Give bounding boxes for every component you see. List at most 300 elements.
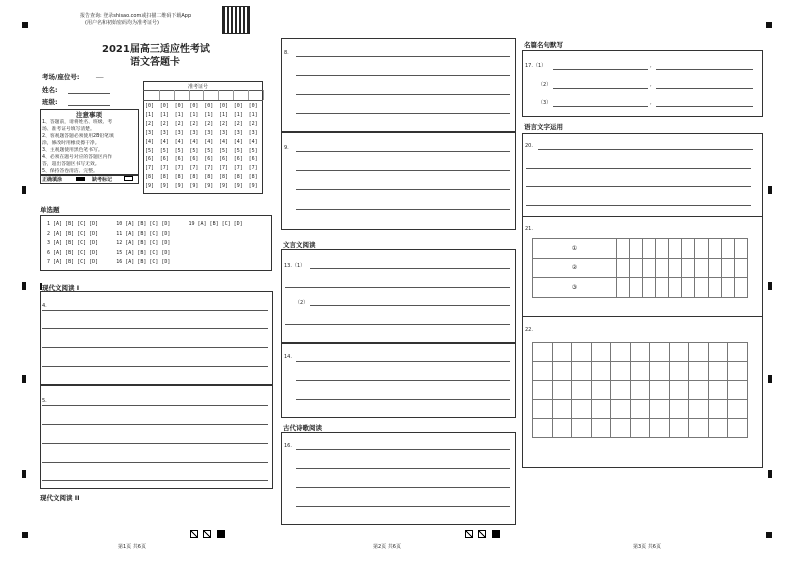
grid-cell[interactable] [669, 419, 689, 438]
answer-box-q16[interactable] [281, 432, 516, 525]
exam-digit-bubble[interactable]: [3] [219, 129, 229, 136]
grid-cell[interactable] [533, 362, 553, 381]
answer-line [538, 149, 753, 150]
corner-mark [22, 532, 28, 538]
grid-cell[interactable] [552, 343, 572, 362]
exam-digit-bubble[interactable]: [9] [248, 183, 258, 190]
grid-cell[interactable] [552, 362, 572, 381]
exam-digit-cell[interactable] [189, 90, 204, 100]
exam-digit-bubble[interactable]: [4] [233, 138, 243, 145]
mc-row[interactable]: 3 [A] [B] [C] [D] 12 [A] [B] [C] [D] [47, 240, 171, 246]
exam-digit-bubble[interactable]: [2] [204, 120, 214, 127]
exam-digit-bubble[interactable]: [9] [174, 183, 184, 190]
mc-row[interactable]: 7 [A] [B] [C] [D] 16 [A] [B] [C] [D] [47, 259, 171, 265]
exam-digit-bubble[interactable]: [9] [189, 183, 199, 190]
grid-cell[interactable] [572, 400, 592, 419]
notice-line: (用户名和初始密码均为准考证号) [85, 20, 159, 26]
answer-line [42, 443, 268, 444]
answer-line [42, 405, 268, 406]
answer-line [296, 189, 510, 190]
timing-mark [22, 375, 26, 383]
exam-digit-bubble[interactable]: [5] [145, 147, 155, 154]
answer-line [296, 380, 510, 381]
answer-line [296, 113, 510, 114]
answer-line [296, 361, 510, 362]
grid-cell[interactable] [611, 343, 631, 362]
grid-cell[interactable] [552, 419, 572, 438]
section-famous: 名篇名句默写 [524, 41, 563, 49]
grid-cell[interactable] [669, 239, 682, 259]
grid-cell[interactable] [650, 400, 670, 419]
exam-digit-bubble[interactable]: [0] [189, 103, 199, 109]
q13-label: 13.（1） [284, 263, 306, 269]
exam-digit-bubble[interactable]: [6] [233, 156, 243, 163]
exam-digit-cell[interactable] [204, 90, 219, 100]
q22-grid[interactable] [532, 342, 748, 438]
name-label: 姓名: [42, 86, 58, 94]
grid-cell[interactable] [650, 362, 670, 381]
answer-line [42, 480, 268, 481]
exam-digit-bubble[interactable]: [6] [248, 156, 258, 163]
grid-cell[interactable] [708, 258, 721, 278]
exam-digit-bubble[interactable]: [0] [174, 103, 184, 109]
grid-cell[interactable] [643, 278, 656, 298]
section-poetry: 古代诗歌阅读 [283, 424, 322, 432]
answer-line [296, 449, 510, 450]
exam-digit-bubble[interactable]: [7] [159, 165, 169, 172]
exam-digit-cell[interactable] [145, 90, 160, 100]
exam-digit-bubble[interactable]: [0] [248, 103, 258, 109]
grid-cell[interactable] [616, 239, 629, 259]
grid-cell[interactable] [616, 278, 629, 298]
exam-digit-bubble[interactable]: [0] [233, 103, 243, 109]
corner-mark [766, 22, 772, 28]
answer-box-q8[interactable] [281, 38, 516, 132]
answer-line [553, 69, 648, 70]
grid-cell[interactable] [695, 239, 708, 259]
qr-code-icon [222, 6, 250, 34]
answer-line [42, 462, 268, 463]
exam-digit-bubble[interactable]: [4] [159, 138, 169, 145]
exam-digit-bubble[interactable]: [4] [189, 138, 199, 145]
exam-digit-bubble[interactable]: [8] [248, 174, 258, 181]
absent-checkbox[interactable] [124, 176, 133, 181]
exam-digit-bubble[interactable]: [5] [159, 147, 169, 154]
grid-cell[interactable] [643, 258, 656, 278]
room-value: ___ [96, 72, 104, 78]
comma: , [650, 100, 652, 106]
exam-digit-bubble[interactable]: [7] [174, 165, 184, 172]
divider [522, 216, 763, 217]
grid-cell[interactable] [591, 419, 611, 438]
class-field[interactable] [68, 105, 110, 106]
timing-mark [768, 186, 772, 194]
answer-line [656, 69, 753, 70]
grid-cell[interactable] [721, 278, 734, 298]
exam-digit-bubble[interactable]: [7] [204, 165, 214, 172]
exam-digit-bubble[interactable]: [3] [248, 129, 258, 136]
exam-digit-bubble[interactable]: [0] [145, 103, 155, 109]
grid-cell[interactable] [669, 400, 689, 419]
answer-line [296, 151, 510, 152]
exam-digit-bubble[interactable]: [2] [145, 120, 155, 127]
answer-box-q5[interactable] [40, 385, 273, 489]
q9-label: 9. [284, 145, 289, 151]
q16-label: 16. [284, 443, 292, 449]
grid-cell[interactable] [611, 400, 631, 419]
exam-digit-bubble[interactable]: [2] [174, 120, 184, 127]
exam-digit-bubble[interactable]: [1] [248, 111, 258, 118]
grid-cell[interactable] [708, 239, 721, 259]
answer-line [296, 506, 510, 507]
grid-cell[interactable] [643, 239, 656, 259]
exam-digit-bubble[interactable]: [8] [204, 174, 214, 181]
grid-cell[interactable] [572, 381, 592, 400]
grid-cell[interactable] [728, 400, 748, 419]
q21-grid[interactable] [532, 238, 748, 298]
q14-label: 14. [284, 354, 292, 360]
mc-row[interactable]: 1 [A] [B] [C] [D] 10 [A] [B] [C] [D] 19 [A] [B] [C] [D] [47, 221, 243, 227]
page-mark-icon [492, 530, 500, 538]
answer-line [526, 205, 751, 206]
answer-line [296, 468, 510, 469]
page-title: 2021届高三适应性考试 [102, 44, 210, 55]
grid-cell[interactable] [572, 343, 592, 362]
grid-cell[interactable] [689, 381, 709, 400]
exam-digit-bubble[interactable]: [1] [204, 111, 214, 118]
exam-digit-bubble[interactable]: [7] [189, 165, 199, 172]
answer-line [310, 305, 510, 306]
page-subtitle: 语文答题卡 [130, 57, 180, 68]
answer-line [296, 94, 510, 95]
grid-cell[interactable] [682, 258, 695, 278]
timing-mark [768, 470, 772, 478]
grid-cell[interactable] [669, 258, 682, 278]
exam-digit-bubble[interactable]: [0] [204, 103, 214, 109]
grid-cell[interactable] [611, 362, 631, 381]
exam-digit-bubble[interactable]: [5] [219, 147, 229, 154]
mc-section-title: 单选题 [40, 206, 60, 214]
exam-digit-bubble[interactable]: [2] [219, 120, 229, 127]
notes-title: 注意事项 [76, 111, 102, 119]
exam-digit-bubble[interactable]: [5] [204, 147, 214, 154]
grid-cell[interactable] [708, 381, 728, 400]
exam-digit-bubble[interactable]: [7] [233, 165, 243, 172]
divider [143, 100, 263, 101]
grid-cell[interactable] [533, 343, 553, 362]
exam-digit-bubble[interactable]: [3] [233, 129, 243, 136]
grid-cell[interactable] [708, 343, 728, 362]
page-mark-icon [217, 530, 225, 538]
grid-cell[interactable] [630, 419, 650, 438]
grid-cell[interactable] [611, 381, 631, 400]
answer-line [296, 170, 510, 171]
exam-digit-cell[interactable] [219, 90, 234, 100]
exam-digit-bubble[interactable]: [5] [189, 147, 199, 154]
exam-digit-bubble[interactable]: [8] [233, 174, 243, 181]
exam-digit-bubble[interactable]: [9] [219, 183, 229, 190]
answer-line [553, 106, 648, 107]
answer-line [296, 75, 510, 76]
exam-digit-bubble[interactable]: [8] [174, 174, 184, 181]
exam-digit-bubble[interactable]: [4] [219, 138, 229, 145]
exam-digit-bubble[interactable]: [2] [248, 120, 258, 127]
answer-line [296, 56, 510, 57]
notes-line: 答，超出答题区书写无效。 [42, 162, 100, 167]
exam-digit-bubble[interactable]: [7] [248, 165, 258, 172]
grid-cell[interactable] [650, 343, 670, 362]
q13b-label: （2） [295, 300, 309, 306]
section-modern2: 现代文阅读 II [40, 494, 80, 502]
q17-label: 17.（1） [525, 63, 547, 69]
grid-cell[interactable] [721, 239, 734, 259]
q21-row-label: ② [533, 258, 617, 278]
answer-line [296, 209, 510, 210]
exam-digit-bubble[interactable]: [6] [145, 156, 155, 163]
mc-row[interactable]: 2 [A] [B] [C] [D] 11 [A] [B] [C] [D] [47, 230, 171, 237]
grid-cell[interactable] [689, 400, 709, 419]
exam-digit-bubble[interactable]: [3] [159, 129, 169, 136]
q8-label: 8. [284, 50, 289, 56]
grid-cell[interactable] [708, 419, 728, 438]
comma: , [650, 82, 652, 88]
answer-line [42, 328, 268, 329]
grid-cell[interactable] [591, 381, 611, 400]
exam-digit-bubble[interactable]: [9] [233, 183, 243, 190]
grid-cell[interactable] [669, 278, 682, 298]
grid-cell[interactable] [689, 362, 709, 381]
comma: , [650, 63, 652, 69]
notes-line: 5、保持答卷清洁、完整。 [42, 169, 98, 174]
room-label: 考场/座位号: [42, 73, 80, 81]
class-label: 班级: [42, 98, 58, 106]
grid-cell[interactable] [728, 343, 748, 362]
notes-line: 4、必须在题号对应的答题区内作 [42, 155, 113, 160]
exam-digit-bubble[interactable]: [9] [204, 183, 214, 190]
grid-cell[interactable] [708, 362, 728, 381]
answer-line [42, 347, 268, 348]
grid-cell[interactable] [616, 258, 629, 278]
timing-mark [768, 282, 772, 290]
exam-digit-bubble[interactable]: [7] [219, 165, 229, 172]
grid-cell[interactable] [650, 419, 670, 438]
answer-line [553, 88, 648, 89]
grid-cell[interactable] [669, 381, 689, 400]
grid-cell[interactable] [629, 239, 642, 259]
grid-cell[interactable] [591, 343, 611, 362]
notes-line: 场、准考证号填写清楚。 [42, 127, 95, 132]
exam-digit-bubble[interactable]: [0] [219, 103, 229, 109]
grid-cell[interactable] [734, 278, 747, 298]
grid-cell[interactable] [591, 400, 611, 419]
corner-mark [22, 22, 28, 28]
exam-number-label: 准考证号 [188, 84, 209, 90]
grid-cell[interactable] [630, 400, 650, 419]
page-mark-icon [190, 530, 198, 538]
exam-digit-bubble[interactable]: [8] [189, 174, 199, 181]
timing-mark [22, 282, 26, 290]
timing-mark [22, 470, 26, 478]
answer-line [296, 487, 510, 488]
exam-digit-bubble[interactable]: [1] [174, 111, 184, 118]
grid-cell[interactable] [689, 419, 709, 438]
notice-line: 报告查询: 登录shisao.com或扫描二维码下载App [80, 13, 192, 19]
filled-bubble-icon [76, 177, 85, 181]
divider [522, 316, 763, 317]
exam-digit-bubble[interactable]: [1] [233, 111, 243, 118]
exam-digit-bubble[interactable]: [8] [145, 174, 155, 181]
exam-digit-bubble[interactable]: [1] [145, 111, 155, 118]
answer-line [285, 287, 510, 288]
answer-line [296, 399, 510, 400]
q17b-label: （2） [538, 82, 552, 88]
notes-line: 1、答题前，请将姓名、班级、考 [42, 120, 113, 125]
grid-cell[interactable] [533, 419, 553, 438]
exam-digit-bubble[interactable]: [4] [248, 138, 258, 145]
answer-line [42, 366, 268, 367]
exam-digit-bubble[interactable]: [1] [219, 111, 229, 118]
grid-cell[interactable] [728, 362, 748, 381]
answer-line [42, 310, 268, 311]
exam-digit-bubble[interactable]: [0] [159, 103, 169, 109]
section-classical: 文言文阅读 [283, 241, 316, 249]
answer-line [285, 324, 510, 325]
exam-digit-bubble[interactable]: [6] [219, 156, 229, 163]
grid-cell[interactable] [591, 362, 611, 381]
page-mark-icon [465, 530, 473, 538]
exam-digit-cell[interactable] [175, 90, 190, 100]
exam-digit-bubble[interactable]: [1] [159, 111, 169, 118]
q22-label: 22. [525, 327, 533, 333]
exam-digit-bubble[interactable]: [6] [174, 156, 184, 163]
grid-cell[interactable] [734, 239, 747, 259]
grid-cell[interactable] [728, 419, 748, 438]
grid-cell[interactable] [728, 381, 748, 400]
grid-cell[interactable] [630, 343, 650, 362]
grid-cell[interactable] [708, 400, 728, 419]
section-modern1: 现代文阅读 I [42, 284, 80, 292]
mc-row[interactable]: 6 [A] [B] [C] [D] 15 [A] [B] [C] [D] [47, 249, 171, 256]
grid-cell[interactable] [630, 381, 650, 400]
grid-cell[interactable] [552, 381, 572, 400]
timing-mark [768, 375, 772, 383]
answer-line [526, 168, 751, 169]
notes-line: 3、主观题使用黑色笔书写。 [42, 148, 103, 153]
grid-cell[interactable] [669, 362, 689, 381]
q5-label: 5. [42, 398, 47, 404]
q17c-label: （3） [538, 100, 552, 106]
exam-digit-cell[interactable] [234, 90, 249, 100]
grid-cell[interactable] [695, 278, 708, 298]
answer-box-q4[interactable] [40, 291, 273, 385]
exam-digit-bubble[interactable]: [7] [145, 165, 155, 172]
grid-cell[interactable] [669, 343, 689, 362]
exam-digit-bubble[interactable]: [8] [159, 174, 169, 181]
notes-line: 2、客观题答题必须使用2B铅笔填 [42, 134, 114, 139]
name-field[interactable] [68, 93, 110, 94]
footer-page2: 第2页 共6页 [373, 544, 401, 550]
grid-cell[interactable] [572, 362, 592, 381]
exam-digit-bubble[interactable]: [6] [204, 156, 214, 163]
exam-digit-bubble[interactable]: [8] [219, 174, 229, 181]
grid-cell[interactable] [629, 258, 642, 278]
notes-line: 涂，修改时用橡皮擦干净。 [42, 141, 100, 146]
exam-digit-bubble[interactable]: [4] [174, 138, 184, 145]
exam-digit-bubble[interactable]: [3] [145, 129, 155, 136]
exam-digit-bubble[interactable]: [2] [189, 120, 199, 127]
page-mark-icon [203, 530, 211, 538]
exam-digit-bubble[interactable]: [5] [233, 147, 243, 154]
q21-row-label: ① [533, 239, 617, 259]
exam-digit-bubble[interactable]: [2] [159, 120, 169, 127]
footer-page3: 第3页 共6页 [633, 544, 661, 550]
missing-label: 缺考标记 [92, 177, 113, 183]
q21-row-label: ③ [533, 278, 617, 298]
exam-digit-cell[interactable] [249, 90, 264, 100]
grid-cell[interactable] [629, 278, 642, 298]
exam-digit-cell[interactable] [160, 90, 175, 100]
exam-digit-bubble[interactable]: [9] [145, 183, 155, 190]
exam-digit-bubble[interactable]: [4] [145, 138, 155, 145]
page-mark-icon [478, 530, 486, 538]
corner-mark [766, 532, 772, 538]
exam-digit-bubble[interactable]: [2] [233, 120, 243, 127]
answer-box-q13[interactable] [281, 249, 516, 343]
grid-cell[interactable] [656, 278, 669, 298]
grid-cell[interactable] [689, 343, 709, 362]
correct-label: 正确填涂 [42, 177, 63, 183]
grid-cell[interactable] [734, 258, 747, 278]
q21-label: 21. [525, 226, 533, 232]
grid-cell[interactable] [708, 278, 721, 298]
exam-digit-bubble[interactable]: [1] [189, 111, 199, 118]
answer-box-q9[interactable] [281, 132, 516, 230]
grid-cell[interactable] [533, 381, 553, 400]
q20-label: 20. [525, 143, 533, 149]
grid-cell[interactable] [656, 258, 669, 278]
exam-digit-bubble[interactable]: [5] [174, 147, 184, 154]
exam-digit-bubble[interactable]: [3] [204, 129, 214, 136]
q4-label: 4. [42, 303, 47, 309]
grid-cell[interactable] [682, 278, 695, 298]
answer-line [526, 186, 751, 187]
exam-digit-bubble[interactable]: [6] [189, 156, 199, 163]
section-language: 语言文字运用 [524, 123, 563, 131]
answer-line [310, 268, 510, 269]
grid-cell[interactable] [611, 419, 631, 438]
grid-cell[interactable] [533, 400, 553, 419]
exam-digit-bubble[interactable]: [9] [159, 183, 169, 190]
grid-cell[interactable] [572, 419, 592, 438]
exam-digit-bubble[interactable]: [4] [204, 138, 214, 145]
answer-line [656, 106, 753, 107]
grid-cell[interactable] [721, 258, 734, 278]
timing-mark [22, 186, 26, 194]
exam-digit-bubble[interactable]: [5] [248, 147, 258, 154]
grid-cell[interactable] [630, 362, 650, 381]
grid-cell[interactable] [695, 258, 708, 278]
grid-cell[interactable] [656, 239, 669, 259]
exam-digit-bubble[interactable]: [3] [174, 129, 184, 136]
grid-cell[interactable] [552, 400, 572, 419]
exam-digit-bubble[interactable]: [3] [189, 129, 199, 136]
grid-cell[interactable] [682, 239, 695, 259]
answer-line [42, 424, 268, 425]
answer-line [656, 88, 753, 89]
grid-cell[interactable] [650, 381, 670, 400]
exam-digit-bubble[interactable]: [6] [159, 156, 169, 163]
footer-page1: 第1页 共6页 [118, 544, 146, 550]
